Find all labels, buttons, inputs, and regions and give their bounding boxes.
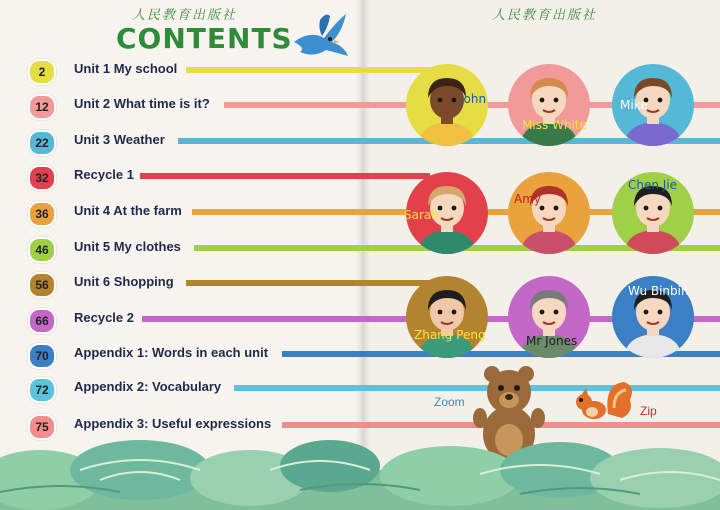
contents-entry[interactable]	[0, 343, 720, 365]
contents-entry-label: Unit 1 My school	[74, 61, 178, 76]
character-avatar	[508, 64, 590, 146]
squirrel-mascot-icon	[574, 378, 636, 429]
contents-leader-line	[186, 67, 430, 73]
contents-entry-label: Unit 4 At the farm	[74, 203, 182, 218]
character-name-label: Mr Jones	[526, 334, 578, 348]
contents-leader-line	[186, 280, 430, 286]
character-name-label: Sarah	[404, 208, 439, 222]
contents-entry[interactable]	[0, 59, 720, 81]
page-number-badge: 36	[28, 201, 56, 227]
publisher-mark: 人民教育出版社	[492, 8, 598, 23]
page-number-badge: 75	[28, 414, 56, 440]
page-number-badge: 12	[28, 94, 56, 120]
publisher-mark: 人民教育出版社	[132, 8, 238, 23]
contents-entry-label: Appendix 3: Useful expressions	[74, 416, 272, 431]
contents-entry[interactable]	[0, 165, 720, 187]
contents-entry-label: Unit 5 My clothes	[74, 239, 181, 254]
contents-entry-label: Unit 2 What time is it?	[74, 96, 210, 111]
character-avatar	[508, 172, 590, 254]
contents-entry-label: Recycle 1	[74, 167, 134, 182]
character-name-label: Wu Binbin	[628, 284, 689, 298]
page-number-badge: 2	[28, 59, 56, 85]
page-number-badge: 72	[28, 377, 56, 403]
contents-entry-label: Unit 6 Shopping	[74, 274, 174, 289]
contents-entry-label: Appendix 2: Vocabulary	[74, 379, 222, 394]
contents-entry[interactable]	[0, 130, 720, 152]
contents-entry-label: Unit 3 Weather	[74, 132, 165, 147]
contents-title: CONTENTS	[116, 22, 293, 55]
character-avatar	[406, 276, 488, 358]
zip-label: Zip	[640, 404, 657, 418]
contents-entry[interactable]	[0, 272, 720, 294]
page-number-badge: 46	[28, 237, 56, 263]
character-name-label: Chen Jie	[628, 178, 678, 192]
zoom-label: Zoom	[434, 395, 465, 409]
page-number-badge: 56	[28, 272, 56, 298]
hills-decoration	[0, 440, 720, 510]
character-name-label: Mike	[620, 98, 648, 112]
contents-entry[interactable]	[0, 237, 720, 259]
contents-leader-line	[140, 173, 430, 179]
character-name-label: Miss White	[522, 118, 587, 132]
bird-icon	[290, 12, 350, 64]
contents-entry-label: Recycle 2	[74, 310, 134, 325]
page-number-badge: 32	[28, 165, 56, 191]
page-number-badge: 22	[28, 130, 56, 156]
character-name-label: Amy	[514, 192, 541, 206]
character-name-label: Zhang Peng	[414, 328, 486, 342]
page-number-badge: 66	[28, 308, 56, 334]
character-name-label: John	[460, 92, 487, 106]
contents-entry-label: Appendix 1: Words in each unit	[74, 345, 269, 360]
page-number-badge: 70	[28, 343, 56, 369]
